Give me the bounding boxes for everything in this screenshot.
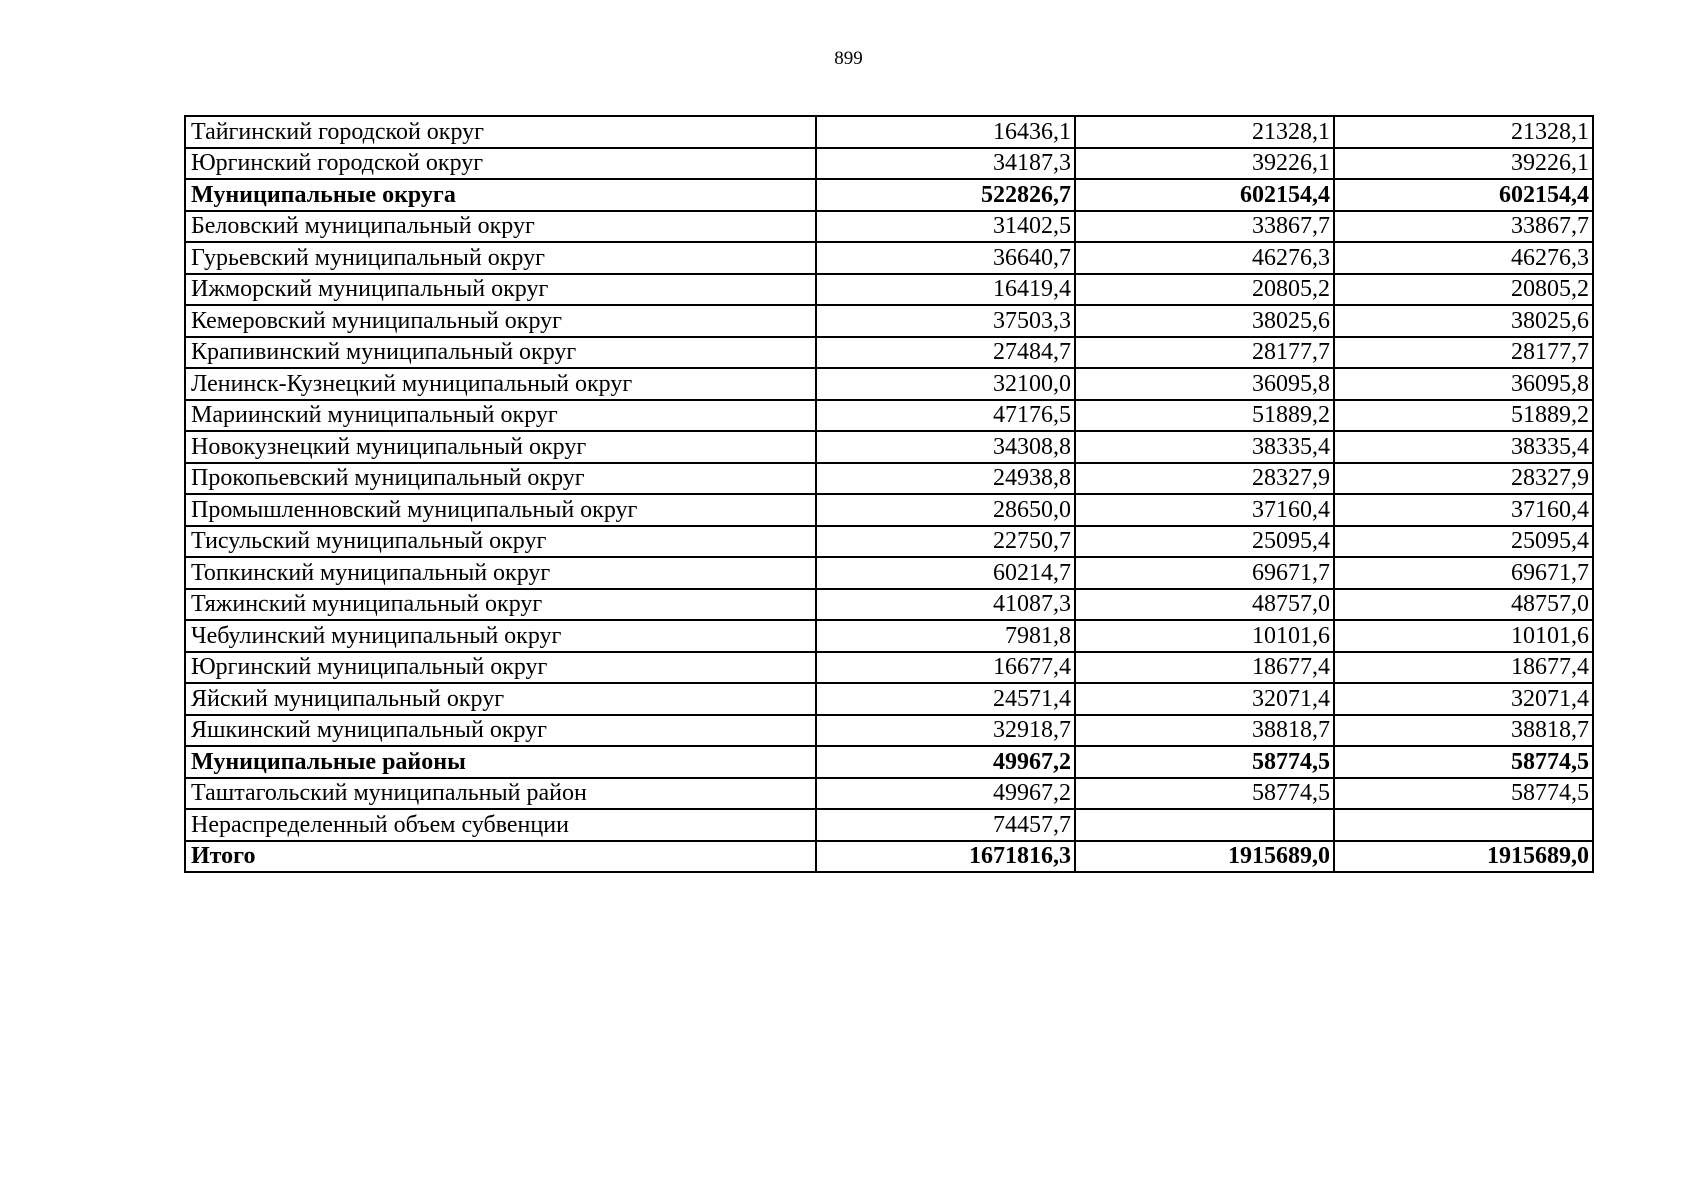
row-value-3-cell: 10101,6 <box>1334 620 1593 652</box>
row-value-1-cell: 1671816,3 <box>816 841 1075 873</box>
row-value-1-cell: 16677,4 <box>816 652 1075 684</box>
row-value-3-cell: 48757,0 <box>1334 589 1593 621</box>
row-name-cell: Топкинский муниципальный округ <box>185 557 816 589</box>
row-value-2-cell: 32071,4 <box>1075 683 1334 715</box>
row-name-cell: Тяжинский муниципальный округ <box>185 589 816 621</box>
row-value-3-cell: 28327,9 <box>1334 463 1593 495</box>
table-row <box>185 274 1593 306</box>
row-value-2-cell: 39226,1 <box>1075 148 1334 180</box>
row-name-cell: Тисульский муниципальный округ <box>185 526 816 558</box>
table-row <box>185 557 1593 589</box>
row-name-cell: Ленинск-Кузнецкий муниципальный округ <box>185 368 816 400</box>
row-value-1-cell: 36640,7 <box>816 242 1075 274</box>
row-value-3-cell: 46276,3 <box>1334 242 1593 274</box>
row-value-1-cell: 28650,0 <box>816 494 1075 526</box>
row-value-3-cell: 38818,7 <box>1334 715 1593 747</box>
row-value-2-cell: 28177,7 <box>1075 337 1334 369</box>
row-name-cell: Кемеровский муниципальный округ <box>185 305 816 337</box>
row-name-cell: Мариинский муниципальный округ <box>185 400 816 432</box>
row-value-3-cell: 38025,6 <box>1334 305 1593 337</box>
row-value-3-cell: 18677,4 <box>1334 652 1593 684</box>
row-name-cell: Гурьевский муниципальный округ <box>185 242 816 274</box>
row-name-cell: Беловский муниципальный округ <box>185 211 816 243</box>
table-row <box>185 778 1593 810</box>
row-value-3-cell: 25095,4 <box>1334 526 1593 558</box>
row-value-2-cell: 58774,5 <box>1075 778 1334 810</box>
row-name-cell: Чебулинский муниципальный округ <box>185 620 816 652</box>
table-row <box>185 148 1593 180</box>
row-value-2-cell: 38818,7 <box>1075 715 1334 747</box>
table-row <box>185 242 1593 274</box>
row-value-1-cell: 7981,8 <box>816 620 1075 652</box>
row-value-2-cell: 48757,0 <box>1075 589 1334 621</box>
table-row <box>185 400 1593 432</box>
row-name-cell: Муниципальные районы <box>185 746 816 778</box>
row-value-2-cell <box>1075 809 1334 841</box>
row-name-cell: Итого <box>185 841 816 873</box>
row-value-2-cell: 18677,4 <box>1075 652 1334 684</box>
budget-table <box>184 115 1594 873</box>
row-value-2-cell: 20805,2 <box>1075 274 1334 306</box>
row-value-3-cell: 21328,1 <box>1334 116 1593 148</box>
row-name-cell: Крапивинский муниципальный округ <box>185 337 816 369</box>
row-value-1-cell: 74457,7 <box>816 809 1075 841</box>
row-value-3-cell: 1915689,0 <box>1334 841 1593 873</box>
row-value-1-cell: 22750,7 <box>816 526 1075 558</box>
row-value-3-cell: 38335,4 <box>1334 431 1593 463</box>
page-number: 899 <box>834 48 863 69</box>
table-row <box>185 652 1593 684</box>
row-value-1-cell: 34308,8 <box>816 431 1075 463</box>
table-row <box>185 809 1593 841</box>
row-value-3-cell: 58774,5 <box>1334 778 1593 810</box>
table-row <box>185 526 1593 558</box>
row-value-2-cell: 25095,4 <box>1075 526 1334 558</box>
row-value-1-cell: 16436,1 <box>816 116 1075 148</box>
budget-table-body <box>185 116 1593 872</box>
row-name-cell: Яшкинский муниципальный округ <box>185 715 816 747</box>
row-value-3-cell: 69671,7 <box>1334 557 1593 589</box>
row-value-1-cell: 41087,3 <box>816 589 1075 621</box>
row-value-3-cell: 28177,7 <box>1334 337 1593 369</box>
row-name-cell: Юргинский городской округ <box>185 148 816 180</box>
row-value-2-cell: 58774,5 <box>1075 746 1334 778</box>
row-name-cell: Яйский муниципальный округ <box>185 683 816 715</box>
row-value-1-cell: 49967,2 <box>816 778 1075 810</box>
row-value-2-cell: 1915689,0 <box>1075 841 1334 873</box>
row-value-3-cell: 36095,8 <box>1334 368 1593 400</box>
row-value-3-cell: 39226,1 <box>1334 148 1593 180</box>
row-name-cell: Прокопьевский муниципальный округ <box>185 463 816 495</box>
row-value-3-cell: 20805,2 <box>1334 274 1593 306</box>
row-value-3-cell: 602154,4 <box>1334 179 1593 211</box>
table-row <box>185 431 1593 463</box>
row-value-1-cell: 27484,7 <box>816 337 1075 369</box>
row-value-1-cell: 522826,7 <box>816 179 1075 211</box>
row-name-cell: Таштагольский муниципальный район <box>185 778 816 810</box>
row-value-2-cell: 46276,3 <box>1075 242 1334 274</box>
table-row <box>185 683 1593 715</box>
row-value-2-cell: 36095,8 <box>1075 368 1334 400</box>
row-name-cell: Новокузнецкий муниципальный округ <box>185 431 816 463</box>
table-row <box>185 494 1593 526</box>
table-row <box>185 116 1593 148</box>
row-value-3-cell: 33867,7 <box>1334 211 1593 243</box>
table-row <box>185 589 1593 621</box>
row-value-1-cell: 60214,7 <box>816 557 1075 589</box>
table-row <box>185 211 1593 243</box>
row-name-cell: Муниципальные округа <box>185 179 816 211</box>
row-value-1-cell: 32100,0 <box>816 368 1075 400</box>
row-value-2-cell: 28327,9 <box>1075 463 1334 495</box>
row-value-1-cell: 49967,2 <box>816 746 1075 778</box>
row-value-2-cell: 38025,6 <box>1075 305 1334 337</box>
row-value-3-cell: 58774,5 <box>1334 746 1593 778</box>
table-row <box>185 337 1593 369</box>
row-value-3-cell: 51889,2 <box>1334 400 1593 432</box>
row-value-3-cell: 32071,4 <box>1334 683 1593 715</box>
row-value-1-cell: 37503,3 <box>816 305 1075 337</box>
row-name-cell: Тайгинский городской округ <box>185 116 816 148</box>
row-value-2-cell: 21328,1 <box>1075 116 1334 148</box>
table-row <box>185 620 1593 652</box>
row-value-3-cell <box>1334 809 1593 841</box>
row-name-cell: Промышленновский муниципальный округ <box>185 494 816 526</box>
table-row <box>185 463 1593 495</box>
row-value-2-cell: 51889,2 <box>1075 400 1334 432</box>
row-value-1-cell: 16419,4 <box>816 274 1075 306</box>
row-name-cell: Юргинский муниципальный округ <box>185 652 816 684</box>
row-value-2-cell: 10101,6 <box>1075 620 1334 652</box>
table-row <box>185 746 1593 778</box>
row-value-2-cell: 33867,7 <box>1075 211 1334 243</box>
row-value-1-cell: 47176,5 <box>816 400 1075 432</box>
row-value-1-cell: 24571,4 <box>816 683 1075 715</box>
row-value-1-cell: 32918,7 <box>816 715 1075 747</box>
table-row <box>185 841 1593 873</box>
table-row <box>185 715 1593 747</box>
row-value-2-cell: 602154,4 <box>1075 179 1334 211</box>
row-name-cell: Нераспределенный объем субвенции <box>185 809 816 841</box>
table-row <box>185 305 1593 337</box>
table-row <box>185 368 1593 400</box>
row-value-2-cell: 38335,4 <box>1075 431 1334 463</box>
row-value-1-cell: 34187,3 <box>816 148 1075 180</box>
row-value-2-cell: 37160,4 <box>1075 494 1334 526</box>
table-row <box>185 179 1593 211</box>
row-value-1-cell: 31402,5 <box>816 211 1075 243</box>
row-value-3-cell: 37160,4 <box>1334 494 1593 526</box>
row-name-cell: Ижморский муниципальный округ <box>185 274 816 306</box>
row-value-1-cell: 24938,8 <box>816 463 1075 495</box>
row-value-2-cell: 69671,7 <box>1075 557 1334 589</box>
